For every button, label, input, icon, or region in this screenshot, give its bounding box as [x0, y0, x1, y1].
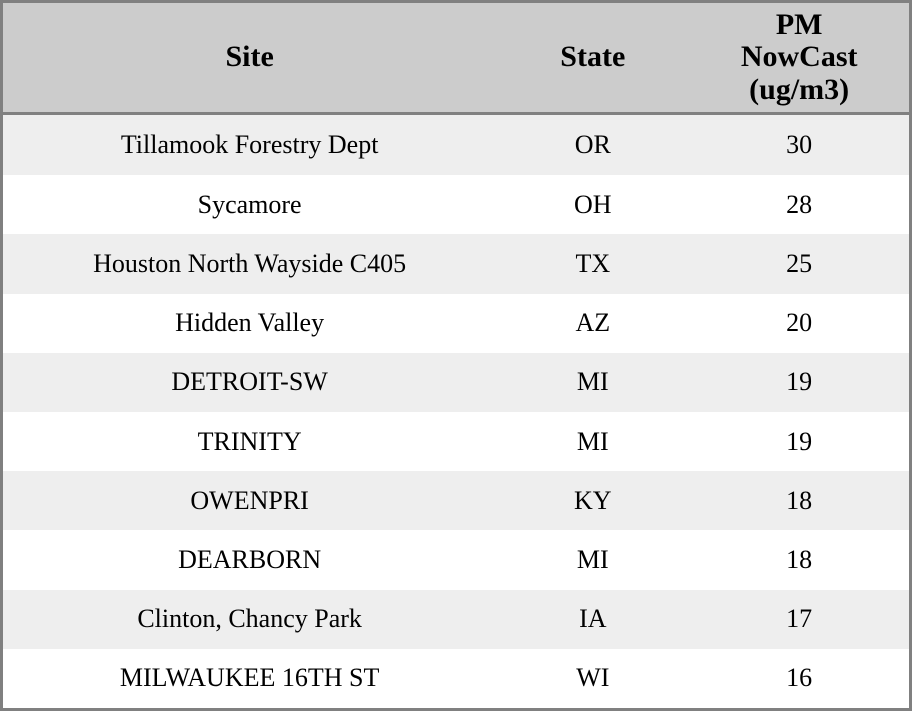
cell-value: 18: [786, 544, 813, 574]
cell-value: 28: [786, 189, 813, 219]
table-row: [3, 294, 909, 353]
table-row: [3, 234, 909, 293]
column-header-pm-line2: NowCast: [740, 40, 858, 74]
column-header-site: Site: [3, 3, 496, 114]
cell-state: IA: [579, 604, 607, 634]
cell-value: 30: [786, 130, 813, 160]
cell-state: TX: [575, 248, 611, 278]
table-body: [3, 114, 909, 708]
table-header: [3, 3, 909, 114]
cell-state: WI: [576, 663, 610, 693]
table-row: [3, 471, 909, 530]
cell-site: OWENPRI: [190, 485, 309, 515]
pm-nowcast-table: [3, 3, 909, 708]
cell-site: Hidden Valley: [175, 308, 325, 338]
cell-state: MI: [576, 426, 609, 456]
cell-state: OH: [574, 189, 612, 219]
column-header-state: State: [496, 3, 689, 114]
cell-site: TRINITY: [197, 426, 302, 456]
cell-value: 19: [786, 367, 813, 397]
cell-state: KY: [574, 485, 612, 515]
cell-site: DEARBORN: [178, 544, 322, 574]
cell-value: 19: [786, 426, 813, 456]
column-header-pm-nowcast: [689, 3, 909, 114]
cell-value: 17: [786, 604, 813, 634]
cell-value: 25: [786, 248, 813, 278]
table-row: [3, 353, 909, 412]
table-header-row: [3, 3, 909, 114]
cell-value: 20: [786, 308, 813, 338]
cell-value: 18: [786, 485, 813, 515]
table-row: [3, 590, 909, 649]
cell-site: Clinton, Chancy Park: [137, 604, 362, 634]
cell-state: MI: [576, 544, 609, 574]
cell-site: Tillamook Forestry Dept: [120, 130, 379, 160]
table-row: [3, 412, 909, 471]
table-row: [3, 175, 909, 234]
cell-state: OR: [574, 130, 611, 160]
cell-state: AZ: [575, 308, 611, 338]
table-row: [3, 114, 909, 176]
table-row: [3, 649, 909, 708]
column-header-pm-line3: (ug/m3): [749, 72, 850, 106]
table-row: [3, 530, 909, 589]
cell-site: MILWAUKEE 16TH ST: [119, 663, 380, 693]
cell-site: Sycamore: [197, 189, 302, 219]
cell-state: MI: [576, 367, 609, 397]
column-header-pm-line1: PM: [775, 8, 823, 41]
cell-site: Houston North Wayside C405: [93, 248, 407, 278]
cell-value: 16: [786, 663, 813, 693]
cell-site: DETROIT-SW: [171, 367, 328, 397]
